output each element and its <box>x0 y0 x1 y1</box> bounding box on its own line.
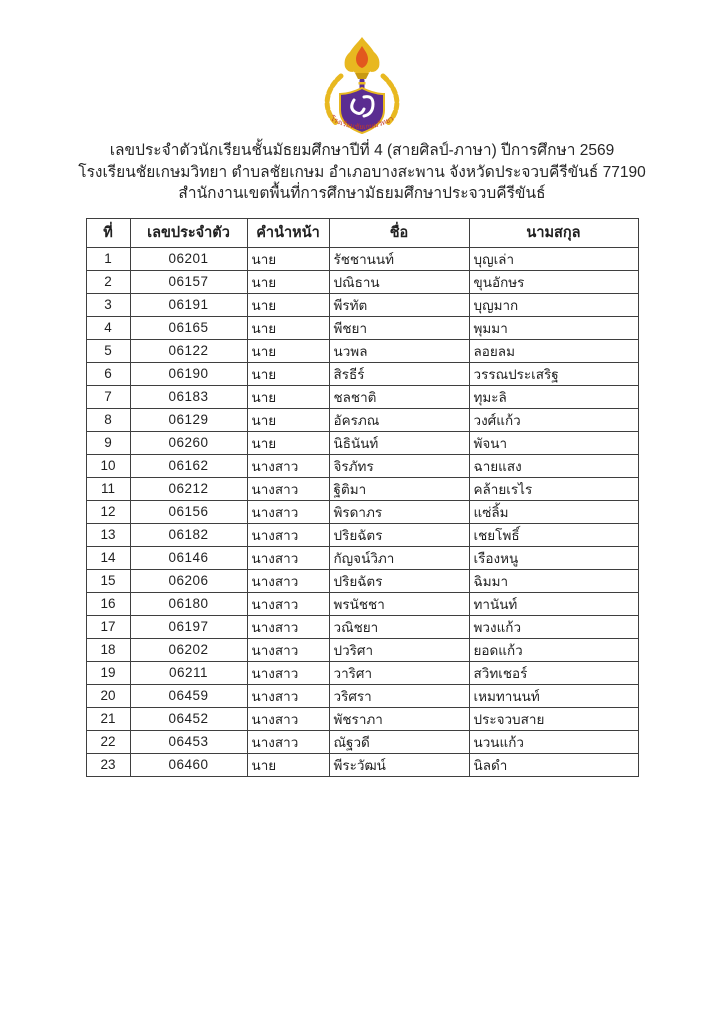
last-name-cell: พัจนา <box>469 431 638 454</box>
doc-title-line-1: เลขประจำตัวนักเรียนชั้นมัธยมศึกษาปีที่ 4 (สายศิลป์-ภาษา) ปีการศึกษา 2569 <box>109 142 615 159</box>
student-row <box>86 523 638 546</box>
row-number-cell: 4 <box>86 316 130 339</box>
student-id-cell: 06122 <box>130 339 247 362</box>
student-id-cell: 06453 <box>130 730 247 753</box>
last-name-cell: แซ่ลิ้ม <box>469 500 638 523</box>
row-number-cell: 19 <box>86 661 130 684</box>
prefix-cell: นาย <box>247 293 329 316</box>
student-id-cell: 06162 <box>130 454 247 477</box>
emblem-arc-text: โรงเรียนชัยเกษมวิทยา <box>329 115 395 132</box>
student-id-cell: 06190 <box>130 362 247 385</box>
prefix-cell: นาย <box>247 431 329 454</box>
prefix-cell: นางสาว <box>247 592 329 615</box>
student-row <box>86 730 638 753</box>
last-name-cell: คล้ายเรไร <box>469 477 638 500</box>
first-name-cell: ณัฐวดี <box>329 730 469 753</box>
first-name-cell: ปริยฉัตร <box>329 523 469 546</box>
student-id-cell: 06260 <box>130 431 247 454</box>
doc-title-line-2: โรงเรียนชัยเกษมวิทยา ตำบลชัยเกษม อำเภอบางสะพาน จังหวัดประจวบคีรีขันธ์ 77190 <box>78 163 646 181</box>
first-name-cell: นวพล <box>329 339 469 362</box>
row-number-cell: 1 <box>86 247 130 270</box>
last-name-cell: นิลดำ <box>469 753 638 776</box>
first-name-cell: วณิชยา <box>329 615 469 638</box>
student-table-head <box>86 218 638 247</box>
last-name-cell: ฉายแสง <box>469 454 638 477</box>
col-header-first-name: ชื่อ <box>329 218 469 247</box>
first-name-cell: ชลชาติ <box>329 385 469 408</box>
last-name-cell: พวงแก้ว <box>469 615 638 638</box>
last-name-cell: ลอยลม <box>469 339 638 362</box>
first-name-cell: พัชราภา <box>329 707 469 730</box>
col-header-last-name: นามสกุล <box>469 218 638 247</box>
last-name-cell: เรืองหนู <box>469 546 638 569</box>
first-name-cell: รัชชานนท์ <box>329 247 469 270</box>
prefix-cell: นาย <box>247 316 329 339</box>
student-row <box>86 293 638 316</box>
col-header-prefix: คำนำหน้า <box>247 218 329 247</box>
prefix-cell: นางสาว <box>247 707 329 730</box>
last-name-cell: บุญมาก <box>469 293 638 316</box>
student-id-cell: 06191 <box>130 293 247 316</box>
last-name-cell: ทุมะลิ <box>469 385 638 408</box>
prefix-cell: นางสาว <box>247 661 329 684</box>
school-emblem <box>315 36 409 136</box>
student-row <box>86 707 638 730</box>
student-table <box>86 218 639 777</box>
row-number-cell: 5 <box>86 339 130 362</box>
student-row <box>86 316 638 339</box>
prefix-cell: นางสาว <box>247 569 329 592</box>
row-number-cell: 18 <box>86 638 130 661</box>
document-header <box>0 140 724 205</box>
student-id-cell: 06206 <box>130 569 247 592</box>
student-row <box>86 592 638 615</box>
first-name-cell: พีรทัต <box>329 293 469 316</box>
student-id-cell: 06197 <box>130 615 247 638</box>
prefix-cell: นางสาว <box>247 684 329 707</box>
prefix-cell: นาย <box>247 385 329 408</box>
student-row <box>86 477 638 500</box>
student-row <box>86 615 638 638</box>
prefix-cell: นางสาว <box>247 730 329 753</box>
student-id-cell: 06459 <box>130 684 247 707</box>
row-number-cell: 13 <box>86 523 130 546</box>
last-name-cell: ขุนอักษร <box>469 270 638 293</box>
first-name-cell: ปริยฉัตร <box>329 569 469 592</box>
student-id-cell: 06211 <box>130 661 247 684</box>
row-number-cell: 16 <box>86 592 130 615</box>
row-number-cell: 17 <box>86 615 130 638</box>
student-id-cell: 06212 <box>130 477 247 500</box>
last-name-cell: เหมทานนท์ <box>469 684 638 707</box>
first-name-cell: ปวริศา <box>329 638 469 661</box>
row-number-cell: 7 <box>86 385 130 408</box>
first-name-cell: สิรธีร์ <box>329 362 469 385</box>
header-row <box>86 218 638 247</box>
wreath-right-icon <box>383 76 397 123</box>
first-name-cell: พรนัชชา <box>329 592 469 615</box>
row-number-cell: 14 <box>86 546 130 569</box>
first-name-cell: พีระวัฒน์ <box>329 753 469 776</box>
row-number-cell: 8 <box>86 408 130 431</box>
student-row <box>86 339 638 362</box>
first-name-cell: ปณิธาน <box>329 270 469 293</box>
first-name-cell: พิรดาภร <box>329 500 469 523</box>
prefix-cell: นาย <box>247 339 329 362</box>
first-name-cell: พีชยา <box>329 316 469 339</box>
student-id-cell: 06180 <box>130 592 247 615</box>
row-number-cell: 20 <box>86 684 130 707</box>
col-header-student-id: เลขประจำตัว <box>130 218 247 247</box>
student-id-cell: 06146 <box>130 546 247 569</box>
first-name-cell: จิรภัทร <box>329 454 469 477</box>
prefix-cell: นาย <box>247 270 329 293</box>
student-row <box>86 684 638 707</box>
last-name-cell: นวนแก้ว <box>469 730 638 753</box>
student-row <box>86 247 638 270</box>
student-row <box>86 500 638 523</box>
student-id-cell: 06202 <box>130 638 247 661</box>
last-name-cell: บุญเล่า <box>469 247 638 270</box>
first-name-cell: กัญจน์วิภา <box>329 546 469 569</box>
student-row <box>86 661 638 684</box>
last-name-cell: ยอดแก้ว <box>469 638 638 661</box>
row-number-cell: 15 <box>86 569 130 592</box>
student-id-cell: 06157 <box>130 270 247 293</box>
torch-ring-icon <box>359 82 366 85</box>
student-id-cell: 06183 <box>130 385 247 408</box>
row-number-cell: 6 <box>86 362 130 385</box>
row-number-cell: 2 <box>86 270 130 293</box>
student-row <box>86 431 638 454</box>
row-number-cell: 3 <box>86 293 130 316</box>
student-row <box>86 638 638 661</box>
prefix-cell: นาย <box>247 247 329 270</box>
row-number-cell: 12 <box>86 500 130 523</box>
first-name-cell: วาริศา <box>329 661 469 684</box>
student-id-cell: 06452 <box>130 707 247 730</box>
prefix-cell: นางสาว <box>247 638 329 661</box>
first-name-cell: อัครภณ <box>329 408 469 431</box>
first-name-cell: ฐิติมา <box>329 477 469 500</box>
prefix-cell: นาย <box>247 408 329 431</box>
col-header-number: ที่ <box>86 218 130 247</box>
student-row <box>86 270 638 293</box>
row-number-cell: 9 <box>86 431 130 454</box>
torch-cup-icon <box>355 73 369 79</box>
student-row <box>86 569 638 592</box>
student-row <box>86 362 638 385</box>
prefix-cell: นางสาว <box>247 546 329 569</box>
row-number-cell: 10 <box>86 454 130 477</box>
student-id-cell: 06129 <box>130 408 247 431</box>
student-row <box>86 546 638 569</box>
student-row <box>86 385 638 408</box>
row-number-cell: 21 <box>86 707 130 730</box>
doc-title-line-3: สำนักงานเขตพื้นที่การศึกษามัธยมศึกษาประจวบคีรีขันธ์ <box>178 185 546 202</box>
last-name-cell: พุมมา <box>469 316 638 339</box>
first-name-cell: วริศรา <box>329 684 469 707</box>
student-id-cell: 06156 <box>130 500 247 523</box>
prefix-cell: นางสาว <box>247 477 329 500</box>
last-name-cell: ฉิมมา <box>469 569 638 592</box>
student-row <box>86 454 638 477</box>
row-number-cell: 22 <box>86 730 130 753</box>
first-name-cell: นิธินันท์ <box>329 431 469 454</box>
prefix-cell: นาย <box>247 753 329 776</box>
student-id-cell: 06165 <box>130 316 247 339</box>
student-id-cell: 06182 <box>130 523 247 546</box>
student-id-cell: 06460 <box>130 753 247 776</box>
row-number-cell: 11 <box>86 477 130 500</box>
prefix-cell: นางสาว <box>247 500 329 523</box>
last-name-cell: ทานันท์ <box>469 592 638 615</box>
student-row <box>86 408 638 431</box>
last-name-cell: ประจวบสาย <box>469 707 638 730</box>
prefix-cell: นาย <box>247 362 329 385</box>
prefix-cell: นางสาว <box>247 454 329 477</box>
student-table-body <box>86 247 638 776</box>
prefix-cell: นางสาว <box>247 615 329 638</box>
last-name-cell: เชยโพธิ์ <box>469 523 638 546</box>
last-name-cell: วรรณประเสริฐ <box>469 362 638 385</box>
prefix-cell: นางสาว <box>247 523 329 546</box>
wreath-left-icon <box>327 76 341 123</box>
last-name-cell: วงศ์แก้ว <box>469 408 638 431</box>
student-id-cell: 06201 <box>130 247 247 270</box>
last-name-cell: สวิทเชอร์ <box>469 661 638 684</box>
student-row <box>86 753 638 776</box>
row-number-cell: 23 <box>86 753 130 776</box>
